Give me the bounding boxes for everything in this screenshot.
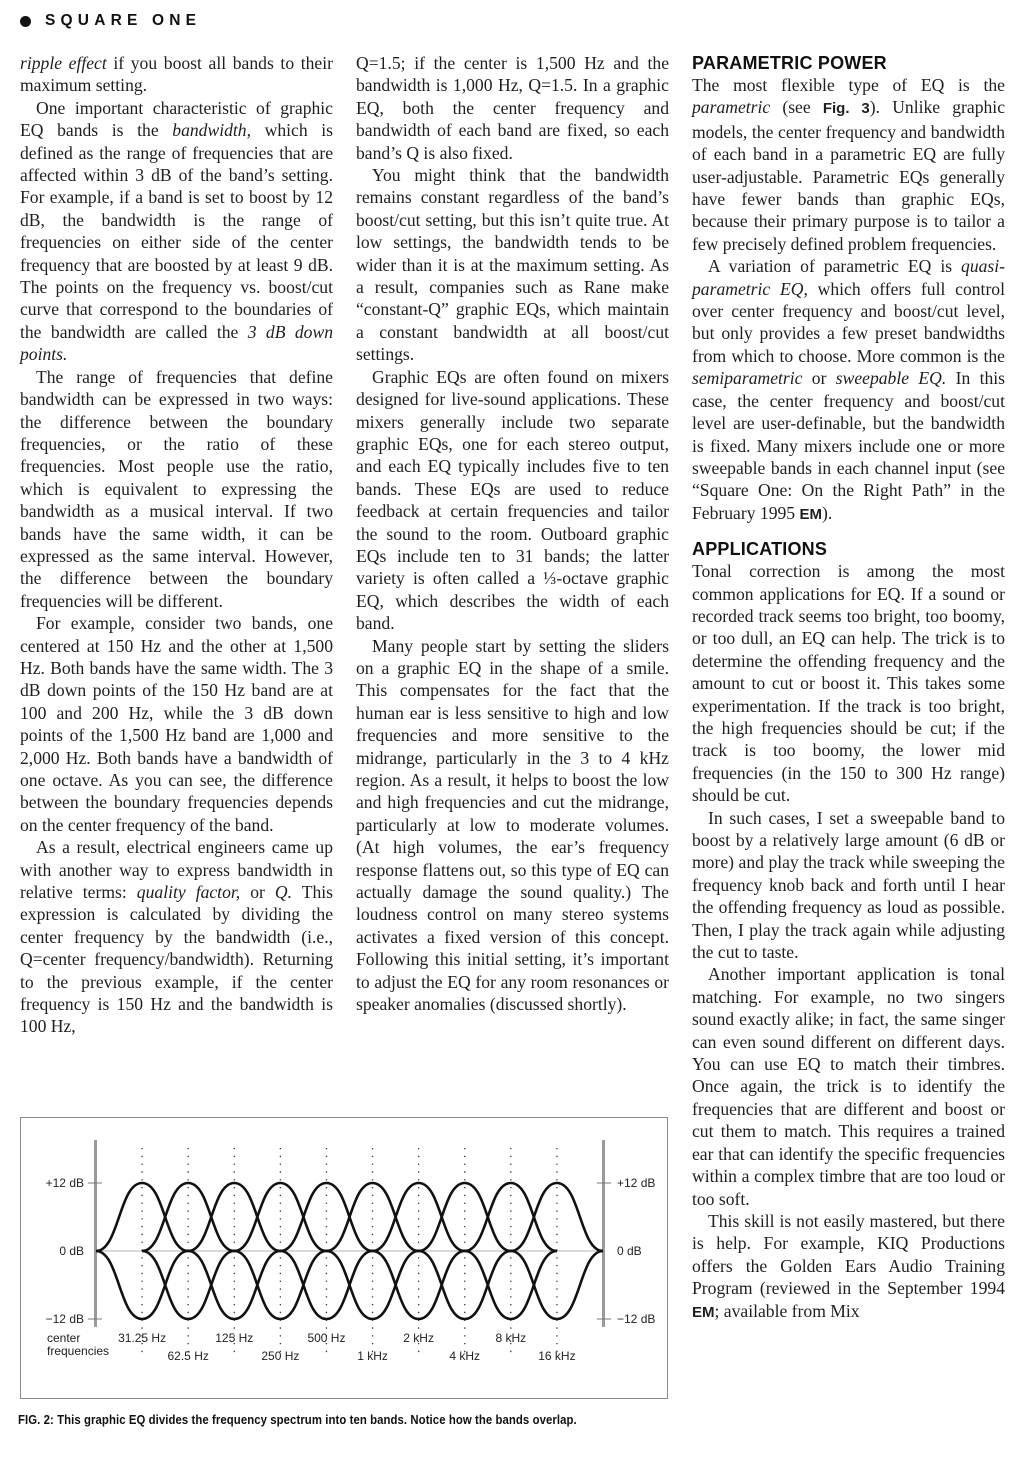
text-run: or (802, 368, 836, 389)
section-applications-body (692, 560, 1005, 1324)
text-run: As a result, electrical engineers came up with another way to express bandwidth in relative terms: (20, 837, 333, 903)
text-run: Another important application is tonal matching. For example, no two singers sound exactly alike; in fact, the same singer can even sound different on different days. You can use EQ to match their timbres. Once again, the trick is to identify the frequencies that are different and boost or cut them to match. This requires a trained ear that can identify the specific frequencies within a complex timbre that are too loud or too soft. (692, 964, 1005, 1209)
x-tick-label: 500 Hz (307, 1331, 346, 1345)
text-run: or (240, 882, 275, 903)
x-tick-label: 250 Hz (261, 1349, 300, 1363)
text-run: Graphic EQs are often found on mixers designed for live-sound applications. These mixers generally include two separate graphic EQs, one for each stereo output, and each EQ typically includes five to ten bands. These EQs are used to reduce feedback at certain frequencies and tailor the sound to the room. Outboard graphic EQs include ten to 31 bands; the latter variety is often called a ⅓-octave graphic EQ, which describes the width of each band. (356, 366, 669, 634)
right-axis-bar (602, 1140, 605, 1327)
y-tick-label-right: −12 dB (617, 1312, 656, 1326)
paragraph (692, 807, 1005, 964)
paragraph (356, 52, 669, 164)
text-run: if you boost all bands to their maximum setting. (20, 53, 333, 96)
x-tick-label: 1 kHz (357, 1349, 388, 1363)
bold-reference: EM (799, 505, 822, 523)
emphasis-text: sweepable EQ. (835, 368, 947, 389)
x-axis-label-line: center (47, 1331, 81, 1345)
paragraph (356, 366, 669, 635)
x-tick-label: 125 Hz (215, 1331, 254, 1345)
text-run: Many people start by setting the sliders on a graphic EQ in the shape of a smile. This compensates for the fact that the human ear is less sensitive to high and low frequencies and more sensitive to the midrange, particularly in the 3 to 4 kHz region. As a result, it helps to boost the low and high frequencies and cut the midrange, particularly at low to moderate volumes. (At high volumes, the ear’s frequency response flattens out, so this type of EQ can actually damage the sound quality.) The loudness control on many stereo systems activates a fixed version of this concept. Following this initial setting, it’s important to adjust the EQ for any room resonances or speaker anomalies (discussed shortly). (356, 635, 669, 1015)
column-middle (356, 52, 669, 1015)
text-run: A variation of parametric EQ is (708, 256, 962, 277)
eq-chart-svg (21, 1118, 667, 1398)
text-run: ). (822, 502, 833, 523)
paragraph (692, 255, 1005, 526)
text-run: In this case, the center frequency and boost/cut level are user-definable, but the bandwidth is fixed. Many mixers include one or more sweepable bands in each channel input (see “Square One: On the Right Path” in the February 1995 (692, 368, 1005, 523)
running-head (20, 8, 201, 34)
paragraph (692, 963, 1005, 1209)
column-right (692, 52, 1005, 1324)
heading-parametric-power: PARAMETRIC POWER (692, 53, 887, 73)
emphasis-text: Q. (274, 882, 292, 903)
paragraph (20, 52, 333, 97)
text-run: ; available from Mix (714, 1300, 860, 1321)
paragraph (692, 560, 1005, 806)
text-run: Tonal correction is among the most common applications for EQ. If a sound or recorded track seems too bright, too boomy, or too dull, an EQ can help. The trick is to determine the offending frequency and the amount to cut or boost it. This takes some experimentation. If the track is too bright, the high frequencies should be cut; if the track is too boomy, the lower mid frequencies (in the 150 to 300 Hz range) should be cut. (692, 561, 1005, 806)
text-run: This expression is calculated by dividing the center frequency by the bandwidth (i.e., Q=center frequency/bandwidth). Returning to the previous example, if the center frequency is 150 Hz and the bandwidth is 100 Hz, (20, 882, 333, 1037)
section-title: SQUARE ONE (45, 12, 202, 29)
paragraph (692, 74, 1005, 255)
paragraph (356, 164, 669, 366)
bold-reference: Fig. 3 (822, 100, 870, 118)
text-run: For example, consider two bands, one centered at 150 Hz and the other at 1,500 Hz. Both bands have the same width. The 3 dB down points of the 150 Hz band are at 100 and 200 Hz, while the 3 dB down points of the 1,500 Hz band are 1,000 and 2,000 Hz. Both bands have a bandwidth of one octave. As you can see, the difference between the boundary frequencies depends on the center frequency of the band. (20, 613, 333, 835)
section-parametric-power-body (692, 74, 1005, 526)
paragraph (20, 836, 333, 1038)
text-run: The most flexible type of EQ is the (692, 75, 1005, 95)
emphasis-text: bandwidth, (172, 120, 251, 141)
text-run: ). Unlike graphic models, the center frequency and bandwidth of each band in a parametric EQ are fully user-adjustable. Parametric EQs generally have fewer bands than graphic EQs, because their primary purpose is to tailor a few precisely defined problem frequencies. (692, 97, 1006, 254)
heading-applications: APPLICATIONS (692, 539, 828, 560)
paragraph (20, 366, 333, 612)
paragraph (20, 612, 333, 836)
x-tick-label: 62.5 Hz (167, 1349, 209, 1363)
emphasis-text: ripple effect (20, 53, 107, 73)
x-tick-label: 4 kHz (449, 1349, 481, 1363)
x-axis-label (47, 1331, 109, 1358)
text-run: , which offers full control over center frequency and boost/cut level, but only provides a few preset bandwidths from which to choose. More common is the (692, 278, 1005, 366)
x-tick-label: 31.25 Hz (118, 1331, 167, 1345)
paragraph (692, 1210, 1005, 1324)
paragraph (20, 97, 333, 366)
y-tick-label-left: 0 dB (59, 1244, 84, 1258)
y-tick-label-right: +12 dB (617, 1176, 656, 1190)
emphasis-text: semiparametric (692, 368, 803, 389)
bullet-icon (20, 16, 31, 27)
emphasis-text: 3 dB down points. (20, 321, 333, 365)
text-run: (see (770, 97, 823, 118)
y-tick-label-left: +12 dB (45, 1176, 84, 1190)
x-axis-label-line: frequencies (47, 1344, 110, 1358)
text-run: One important characteristic of graphic EQ bands is the (20, 97, 333, 141)
text-run: Q=1.5; if the center is 1,500 Hz and the bandwidth is 1,000 Hz, Q=1.5. In a graphic EQ, both the center frequency and bandwidth of each band are fixed, so each band’s Q is also fixed. (356, 53, 669, 163)
text-run: You might think that the bandwidth remains constant regardless of the band’s boost/cut setting, but this isn’t quite true. At low settings, the bandwidth tends to be wider than it is at the maximum setting. As a result, companies such as Rane make “constant-Q” graphic EQs, which maintain a constant bandwidth at all boost/cut settings. (356, 165, 669, 365)
x-tick-label: 2 kHz (403, 1331, 434, 1345)
paragraph (356, 635, 669, 1016)
y-tick-label-left: −12 dB (45, 1312, 84, 1326)
figure-eq-chart (20, 1117, 668, 1399)
emphasis-text: parametric (692, 97, 771, 118)
x-tick-label: 16 kHz (538, 1349, 576, 1363)
figure-caption: FIG. 2: This graphic EQ divides the frequency spectrum into ten bands. Notice how the bands overlap. (18, 1412, 577, 1427)
text-run: which is defined as the range of frequencies that are affected within 3 dB of the band’s setting. For example, if a band is set to boost by 12 dB, the bandwidth is the range of frequencies on either side of the center frequency that are boosted by at least 9 dB. The points on the frequency vs. boost/cut curve that correspond to the boundaries of the bandwidth are called the (20, 120, 333, 342)
column-left (20, 52, 333, 1038)
bold-reference: EM (692, 1303, 715, 1321)
y-tick-label-right: 0 dB (617, 1244, 642, 1258)
text-run: In such cases, I set a sweepable band to boost by a relatively large amount (6 dB or more) and play the track while sweeping the frequency knob back and forth until I hear the offending frequency as loud as possible. Then, I play the track again while adjusting the cut to taste. (692, 807, 1005, 963)
emphasis-text: quasi-parametric EQ (692, 256, 1005, 299)
emphasis-text: quality factor, (136, 882, 241, 903)
text-run: This skill is not easily mastered, but there is help. For example, KIQ Productions offers the Golden Ears Audio Training Program (reviewed in the September 1994 (692, 1210, 1005, 1299)
left-axis-bar (94, 1140, 97, 1327)
text-run: The range of frequencies that define bandwidth can be expressed in two ways: the difference between the boundary frequencies, or the ratio of these frequencies. Most people use the ratio, which is equivalent to expressing the bandwidth as a musical interval. If two bands have the same width, it can be expressed as the same interval. However, the difference between the boundary frequencies will be different. (20, 366, 333, 611)
x-tick-label: 8 kHz (495, 1331, 527, 1345)
